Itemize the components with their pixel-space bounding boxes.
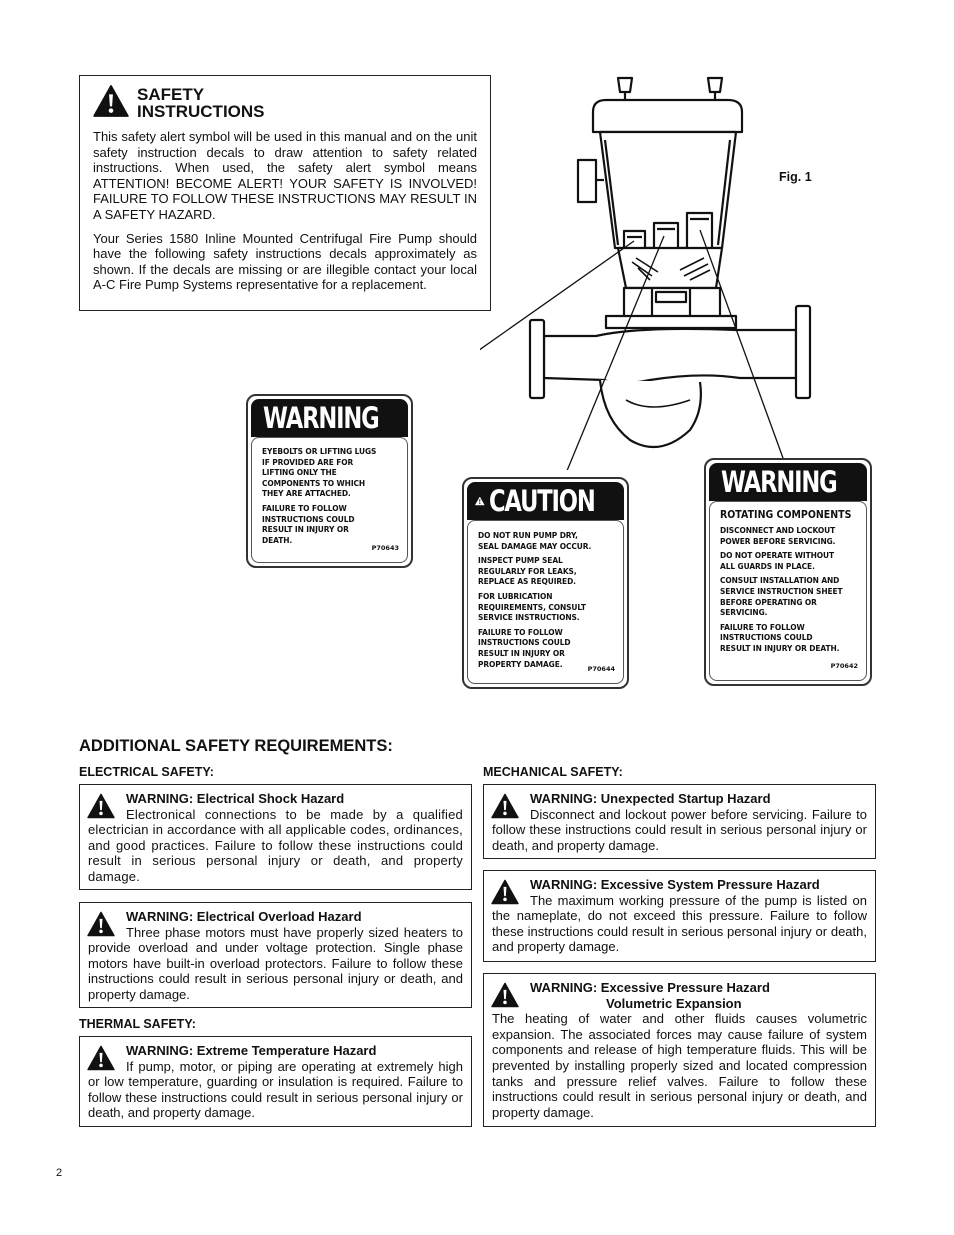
decal-code: P70644: [587, 665, 615, 673]
warning-body: Disconnect and lockout power before servicing. Failure to follow these instructions could result in serious personal injury or death, and property damage.: [492, 806, 867, 853]
warning-unexpected-startup: [483, 784, 876, 859]
safety-instructions-title: [137, 86, 265, 120]
decal-subtitle: ROTATING COMPONENTS: [720, 509, 852, 521]
alert-icon: [491, 793, 519, 819]
warning-electrical-shock: [79, 784, 472, 890]
decal-line: DISCONNECT AND LOCKOUT POWER BEFORE SERVICING.: [720, 525, 836, 546]
decal-header: [709, 463, 867, 501]
warning-body: The maximum working pressure of the pump is listed on the nameplate, do not exceed this pressure. Failure to follow these instructions could result in serious personal injury or death, and property damage.: [492, 892, 867, 955]
decal-warning-rotating: [704, 458, 872, 686]
safety-decals-paragraph: Your Series 1580 Inline Mounted Centrifugal Fire Pump should have the following safety instructions decals approximately as shown. If the decals are missing or are illegible contact your local A-C Fire Pump Systems representative for a replacement.: [93, 230, 477, 293]
alert-icon: [491, 982, 519, 1008]
decal-header: [251, 399, 408, 437]
additional-safety-heading: ADDITIONAL SAFETY REQUIREMENTS:: [79, 737, 393, 755]
warning-heading: WARNING: Excessive Pressure Hazard: [530, 980, 770, 995]
alert-icon: [475, 487, 485, 515]
decal-line: FOR LUBRICATION REQUIREMENTS, CONSULT SERVICE INSTRUCTIONS.: [478, 590, 586, 623]
pump-illustration: [480, 70, 840, 470]
warning-heading: WARNING: Electrical Overload Hazard: [126, 909, 362, 924]
decal-text: [262, 446, 379, 549]
eyebolt-left: [618, 78, 632, 92]
alert-icon: [491, 879, 519, 905]
safety-instructions-header: [93, 84, 477, 120]
eyebolt-right: [708, 78, 722, 92]
alert-icon: [87, 911, 115, 937]
mechanical-safety-label: MECHANICAL SAFETY:: [483, 765, 623, 779]
page-number: 2: [56, 1167, 63, 1179]
warning-electrical-overload: [79, 902, 472, 1008]
decal-text: [478, 530, 597, 673]
decal-code: P70643: [371, 544, 399, 552]
warning-system-pressure: [483, 870, 876, 962]
warning-heading: WARNING: Unexpected Startup Hazard: [530, 791, 771, 806]
decal-warning-eyebolts: [246, 394, 413, 568]
warning-extreme-temperature: [79, 1036, 472, 1127]
decal-line: FAILURE TO FOLLOW INSTRUCTIONS COULD RESULT IN INJURY OR PROPERTY DAMAGE.: [478, 626, 571, 669]
alert-icon: [87, 1045, 115, 1071]
warning-heading: WARNING: Excessive System Pressure Hazard: [530, 877, 820, 892]
safety-intro-paragraph: This safety alert symbol will be used in this manual and on the unit safety instruction decals to draw attention to safety related instructions. When used, the safety alert symbol means ATTENTION! BECOME ALERT! YOUR SAFETY IS INVOLVED! FAILURE TO FOLLOW THESE INSTRUCTIONS MAY RESULT IN A SAFETY HAZARD.: [93, 129, 477, 222]
decal-line: DO NOT OPERATE WITHOUT ALL GUARDS IN PLACE.: [720, 550, 834, 571]
decal-word: WARNING: [263, 401, 379, 435]
decal-word: CAUTION: [488, 484, 595, 518]
decal-line: DO NOT RUN PUMP DRY, SEAL DAMAGE MAY OCCUR.: [478, 530, 592, 551]
decal-line: INSPECT PUMP SEAL REGULARLY FOR LEAKS, REPLACE AS REQUIRED.: [478, 555, 577, 587]
safety-alert-icon: [93, 84, 129, 118]
warning-subheading: Volumetric Expansion: [606, 995, 742, 1011]
warning-body: Three phase motors must have properly sized heaters to provide overload and under voltage protection. Single phase motors have built-in overload protectors. Failure to follow these instructions could result in serious personal injury or death, and property damage.: [88, 924, 463, 1002]
decal-line: CONSULT INSTALLATION AND SERVICE INSTRUCTION SHEET BEFORE OPERATING OR SERVICING.: [720, 575, 843, 618]
warning-body: The heating of water and other fluids causes volumetric expansion. The associated forces may cause failure of system components and release of high temperature fluids. This will be prevented by installing properly sized and located compression tanks and pressure relief valves. Failure to follow these instructions could result in serious personal injury or death, and property damage.: [492, 1011, 867, 1120]
decal-code: P70642: [830, 662, 858, 670]
decal-line: FAILURE TO FOLLOW INSTRUCTIONS COULD RESULT IN INJURY OR DEATH.: [720, 621, 840, 653]
warning-body: Electronical connections to be made by a qualified electrician in accordance with all applicable codes, ordinances, and good practices. Failure to follow these instructions could result in serious personal injury or death, and property damage.: [88, 806, 463, 884]
decal-caution-seal: [462, 477, 629, 689]
warning-body: If pump, motor, or piping are operating at extremely high or low temperature, guarding or insulation is required. Failure to follow these instructions could result in serious personal injury or death, and property damage.: [88, 1058, 463, 1121]
electrical-safety-label: ELECTRICAL SAFETY:: [79, 765, 214, 779]
decal-text: [720, 525, 844, 658]
alert-icon: [87, 793, 115, 819]
warning-volumetric-expansion: [483, 973, 876, 1127]
warning-heading: WARNING: Electrical Shock Hazard: [126, 791, 345, 806]
figure-label: Fig. 1: [779, 170, 812, 184]
title-line-1: SAFETY: [137, 85, 205, 104]
decal-line: FAILURE TO FOLLOW INSTRUCTIONS COULD RESULT IN INJURY OR DEATH.: [262, 502, 355, 545]
decal-header: [467, 482, 624, 520]
decal-line: EYEBOLTS OR LIFTING LUGS IF PROVIDED ARE FOR LIFTING ONLY THE COMPONENTS TO WHICH THEY ARE ATTACHED.: [262, 446, 377, 499]
title-line-2: INSTRUCTIONS: [137, 102, 265, 121]
thermal-safety-label: THERMAL SAFETY:: [79, 1017, 196, 1031]
warning-heading: WARNING: Extreme Temperature Hazard: [126, 1043, 377, 1058]
safety-instructions-box: [79, 75, 491, 311]
decal-word: WARNING: [721, 465, 837, 499]
